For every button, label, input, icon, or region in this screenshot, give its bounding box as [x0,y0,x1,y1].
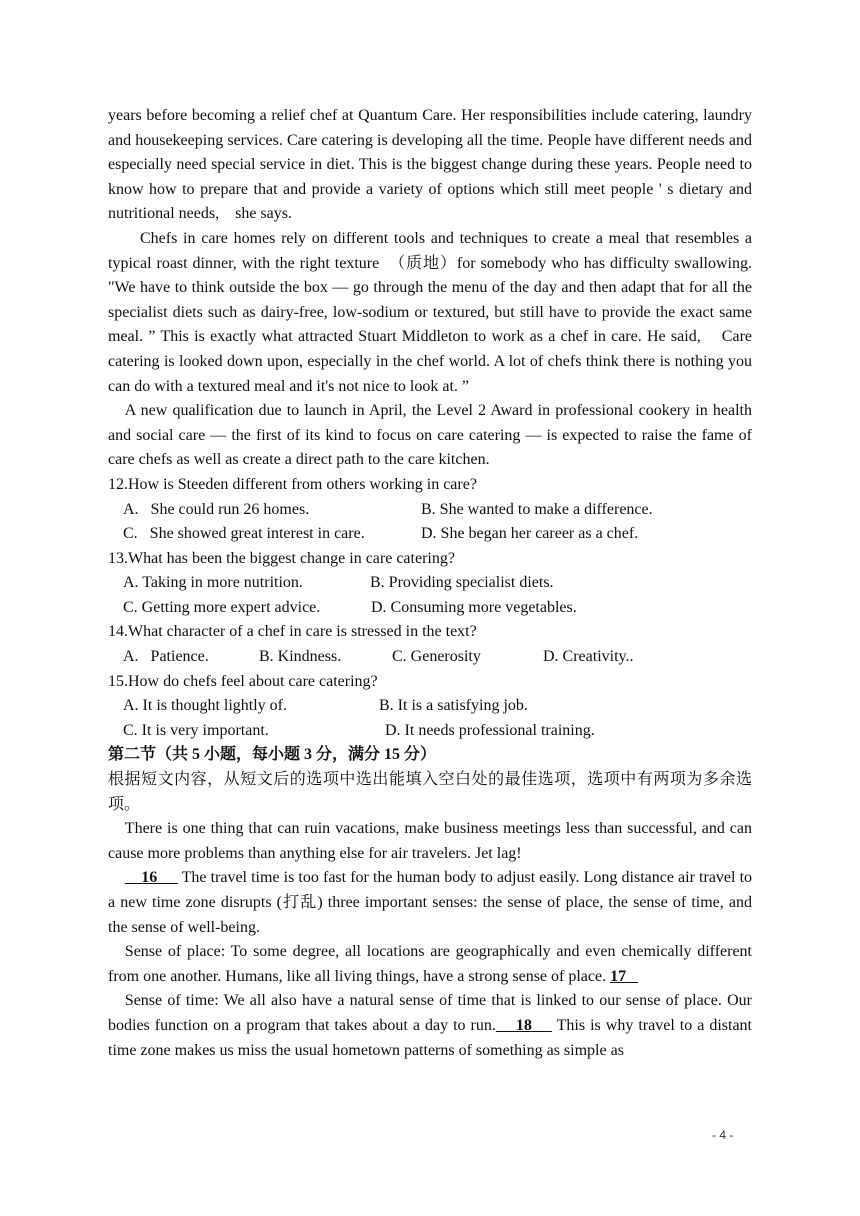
question-15-options-row-1 [108,694,752,719]
question-13-options-row-1 [108,571,752,596]
section-instruction: 根据短文内容，从短文后的选项中选出能填入空白处的最佳选项，选项中有两项为多余选项。 [108,771,752,813]
passage-paragraph-2: Chefs in care homes rely on different tools and techniques to create a meal that resembles a typical roast dinner, with the right texture （质地）for somebody who has difficulty swallowing. "We have to think outside the box — go through the menu of the day and then adapt that for all the specialist diets such as dairy-free, low-sodium or textured, but still have to provide the exact same meal. ” This is exactly what attracted Stuart Middleton to work as a chef in care. He said, Care catering is looked down upon, especially in the chef world. A lot of chefs think there is nothing you can do with a textured meal and it's not nice to look at. ” [108,229,752,395]
option-b: B. Kindness. [259,648,342,666]
cloze-paragraph-2: 16 The travel time is too fast for the human body to adjust easily. Long distance air travel to a new time zone disrupts (打乱) three important senses: the sense of place, the sense of time, and the sense of well-being. [108,869,753,936]
question-12-options-row-1 [108,498,752,523]
option-d: D. Consuming more vegetables. [371,598,577,616]
blank-18[interactable]: 18 [515,1016,532,1034]
question-14-options-row [108,645,752,670]
option-b: B. Providing specialist diets. [370,574,554,592]
passage-paragraph-3: A new qualification due to launch in April, the Level 2 Award in professional cookery in health and social care — the first of its kind to focus on care catering — is expected to raise the fame of care chefs as well as create a direct path to the care kitchen. [108,402,752,469]
question-12-stem: 12.How is Steeden different from others working in care? [108,475,477,493]
document-page [108,104,752,1063]
option-c: C. She showed great interest in care. [123,525,365,543]
option-a: A. Taking in more nutrition. [123,574,303,592]
page-number: - 4 - [712,1128,734,1142]
section-heading: 第二节（共 5 小题，每小题 3 分，满分 15 分） [108,746,437,764]
question-13-stem: 13.What has been the biggest change in care catering? [108,549,455,567]
blank-17[interactable]: 17 [610,967,627,985]
option-b: B. She wanted to make a difference. [421,500,653,518]
question-12-options-row-2 [108,522,752,547]
blank-16[interactable]: 16 [141,869,158,887]
question-15-options-row-2 [108,719,752,744]
passage-paragraph-1: years before becoming a relief chef at Quantum Care. Her responsibilities include catering, laundry and housekeeping services. Care catering is developing all the time. People have different needs and especially need special service in diet. This is the biggest change during these years. People need to know how to prepare that and provide a variety of options which still meet people ' s dietary and nutritional needs, she says. [108,107,752,223]
option-d: D. Creativity.. [543,648,634,666]
question-13-options-row-2 [108,596,752,621]
option-a: A. It is thought lightly of. [123,697,287,715]
question-15-stem: 15.How do chefs feel about care catering? [108,672,378,690]
option-b: B. It is a satisfying job. [379,697,528,715]
cloze-paragraph-3: Sense of place: To some degree, all locations are geographically and even chemically different from one another. Humans, like all living things, have a strong sense of place. 17 [108,943,752,985]
question-14-stem: 14.What character of a chef in care is stressed in the text? [108,623,477,641]
option-c: C. It is very important. [123,721,269,739]
option-d: D. It needs professional training. [385,721,595,739]
option-c: C. Getting more expert advice. [123,598,321,616]
option-c: C. Generosity [392,648,481,666]
option-d: D. She began her career as a chef. [421,525,639,543]
cloze-paragraph-4: Sense of time: We all also have a natural sense of time that is linked to our sense of place. Our bodies function on a program that takes about a day to run. 18 This is why travel to a distant time zone makes us miss the usual hometown patterns of something as simple as [108,992,753,1059]
cloze-paragraph-1: There is one thing that can ruin vacations, make business meetings less than successful, and can cause more problems than anything else for air travelers. Jet lag! [108,820,752,862]
option-a: A. Patience. [123,648,209,666]
option-a: A. She could run 26 homes. [123,500,310,518]
